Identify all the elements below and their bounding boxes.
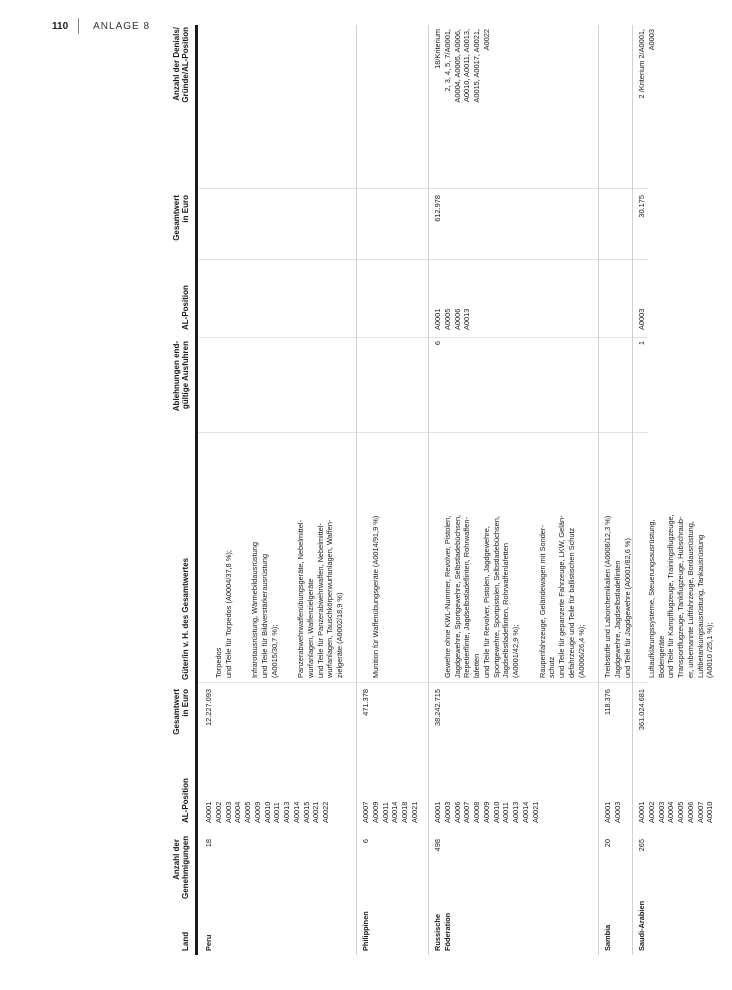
column-divider — [198, 188, 648, 189]
header-anzahl: Anzahl der Genehmigungen — [171, 835, 190, 899]
cell-gesamtwert-2: 612.978 — [433, 195, 442, 222]
cell-anzahl: 18 — [204, 839, 213, 848]
row-divider — [428, 25, 429, 955]
cell-gueter — [204, 438, 362, 678]
column-divider — [198, 337, 648, 338]
column-divider — [198, 682, 648, 683]
cell-al-position-2: A0003 — [637, 308, 646, 330]
column-divider — [198, 259, 648, 260]
gueter-entry: Gewehre ohne KWL-Nummer, Revolver, Pistolen, Jagdgewehre, Sportgewehre, Selbstladebüchsen, Repetierflinte, Jagdselbstladeflinten, Rohrwaffen- lafetten und Teile für Revolver, Pistolen, Jagdgewehre, Sportgewehre, Sportpistolen, Selbstladebüchsen, Jagdselbstladeflinten, Rohrwaffenlafetten (A0001/42,9 %); — [442, 514, 521, 678]
cell-land: Peru — [204, 934, 213, 951]
cell-gesamtwert: 118.376 — [603, 689, 612, 716]
row-divider — [598, 25, 599, 955]
gueter-entry: Panzerabwehrwaffenübungsgeräte, Nebelmittel- wurfanlagen, Waffenzielgeräte und Teile für Panzerabwehrwaffen, Nebelmittel- wurfanlagen, Tauschkörperwurfanlagen, Waffen- zielgeräte (A0002/18,9 %) — [296, 519, 345, 678]
header-gueter: Güter/in v. H. des Gesamtwertes — [180, 557, 190, 680]
header-al-position-2: AL-Position — [180, 285, 190, 330]
cell-denials: 2 /Kriterium 2/A0001, A0003 — [637, 29, 656, 99]
cell-al-position-2: A0001 A0005 A0006 A0013 — [433, 308, 472, 330]
cell-gesamtwert: 38.242.715 — [433, 689, 442, 726]
cell-al-position: A0001 A0002 A0003 A0004 A0005 A0009 A0010 A0011 A0013 A0014 A0015 A0021 A0022 — [204, 801, 331, 823]
gueter-entry: Infrarotausrüstung, Wärmebildausrüstung und Teile für Bildverstärkerausrüstung (A0015/30,7 %); — [250, 542, 279, 678]
header-al-position: AL-Position — [180, 778, 190, 823]
page-number: 110 — [52, 20, 69, 32]
cell-gesamtwert: 12.227.093 — [204, 689, 213, 726]
section-title: ANLAGE 8 — [93, 20, 151, 32]
cell-al-position: A0001 A0002 A0003 A0004 A0005 A0006 A0007 A0010 — [637, 801, 715, 823]
row-divider — [356, 25, 357, 955]
gueter-entry: Treibstoffe und Laborchemikalien (A0008/12,3 %) — [603, 515, 613, 678]
row-divider — [632, 25, 633, 955]
rotated-table — [48, 25, 715, 955]
cell-land: Russische Föderation — [433, 912, 452, 951]
cell-anzahl: 498 — [433, 839, 442, 852]
column-divider — [198, 432, 648, 433]
cell-gesamtwert: 361.024.681 — [637, 689, 646, 731]
cell-anzahl: 265 — [637, 839, 646, 852]
gueter-entry: Jagdgewehre, Jagdselbstladeflinten und Teile für Jagdgewehre (A0001/82,6 %) — [612, 538, 632, 678]
header-land: Land — [180, 931, 190, 951]
cell-gesamtwert: 471.378 — [361, 689, 370, 716]
header-gesamtwert-2: Gesamtwert in Euro — [171, 195, 190, 241]
header-denials: Anzahl der Denials/ Gründe/AL-Position — [171, 27, 190, 103]
header-ablehnungen: Ablehnungen end- gültige Ausfuhren — [171, 341, 190, 412]
gueter-entry: Raupenfahrzeuge, Geländewagen mit Sonder- schutz und Teile für gepanzerte Fahrzeuge, LKW, Gelän- defahrzeuge und Teile für ballistischen Schutz (A0006/26,4 %); — [537, 515, 586, 678]
cell-gueter — [361, 438, 397, 678]
cell-gesamtwert-2: 30.175 — [637, 195, 646, 218]
cell-anzahl: 20 — [603, 839, 612, 848]
cell-ablehnungen: 1 — [637, 341, 646, 346]
table-header — [48, 25, 198, 955]
cell-gueter — [433, 438, 630, 678]
cell-denials: 18/Kriterium 2, 3, 4, 5, 7/A0001, A0004, A0005, A0006, A0010, A0011, A0013, A0015, A0017, A0021, A0022 — [433, 29, 491, 103]
cell-gueter — [637, 438, 732, 678]
cell-land: Philippinen — [361, 911, 370, 951]
cell-land: Saudi-Arabien — [637, 900, 646, 951]
header-rule — [195, 25, 198, 955]
gueter-entry: Luftaufklärungssysteme, Steuerungsausrüstung, Bodengeräte und Teile für Kampfflugzeuge, Trainingsflugzeuge, Transportflugzeuge, Tankflugzeuge, Hubschraub- er, unbemannte Luftfahrzeuge, Bordausrüstung, Luftbetankungsausrüstung, Tankausrüstung (A0010 /25,1 %); — [646, 514, 715, 678]
cell-al-position: A0007 A0009 A0011 A0014 A0018 A0021 — [361, 801, 419, 823]
cell-anzahl: 6 — [361, 839, 370, 844]
cell-ablehnungen: 6 — [433, 341, 442, 346]
gueter-entry: Munition für Waffenübungsgeräte (A0014/91,9 %) — [370, 515, 380, 678]
cell-al-position: A0001 A0003 A0006 A0007 A0008 A0009 A0010 A0011 A0013 A0014 A0021 — [433, 801, 540, 823]
gueter-entry: Torpedos und Teile für Torpedos (A0004/37,8 %); — [213, 550, 233, 678]
cell-al-position: A0001 A0003 — [603, 801, 622, 823]
cell-land: Sambia — [603, 924, 612, 951]
header-gesamtwert: Gesamtwert in Euro — [171, 689, 190, 735]
